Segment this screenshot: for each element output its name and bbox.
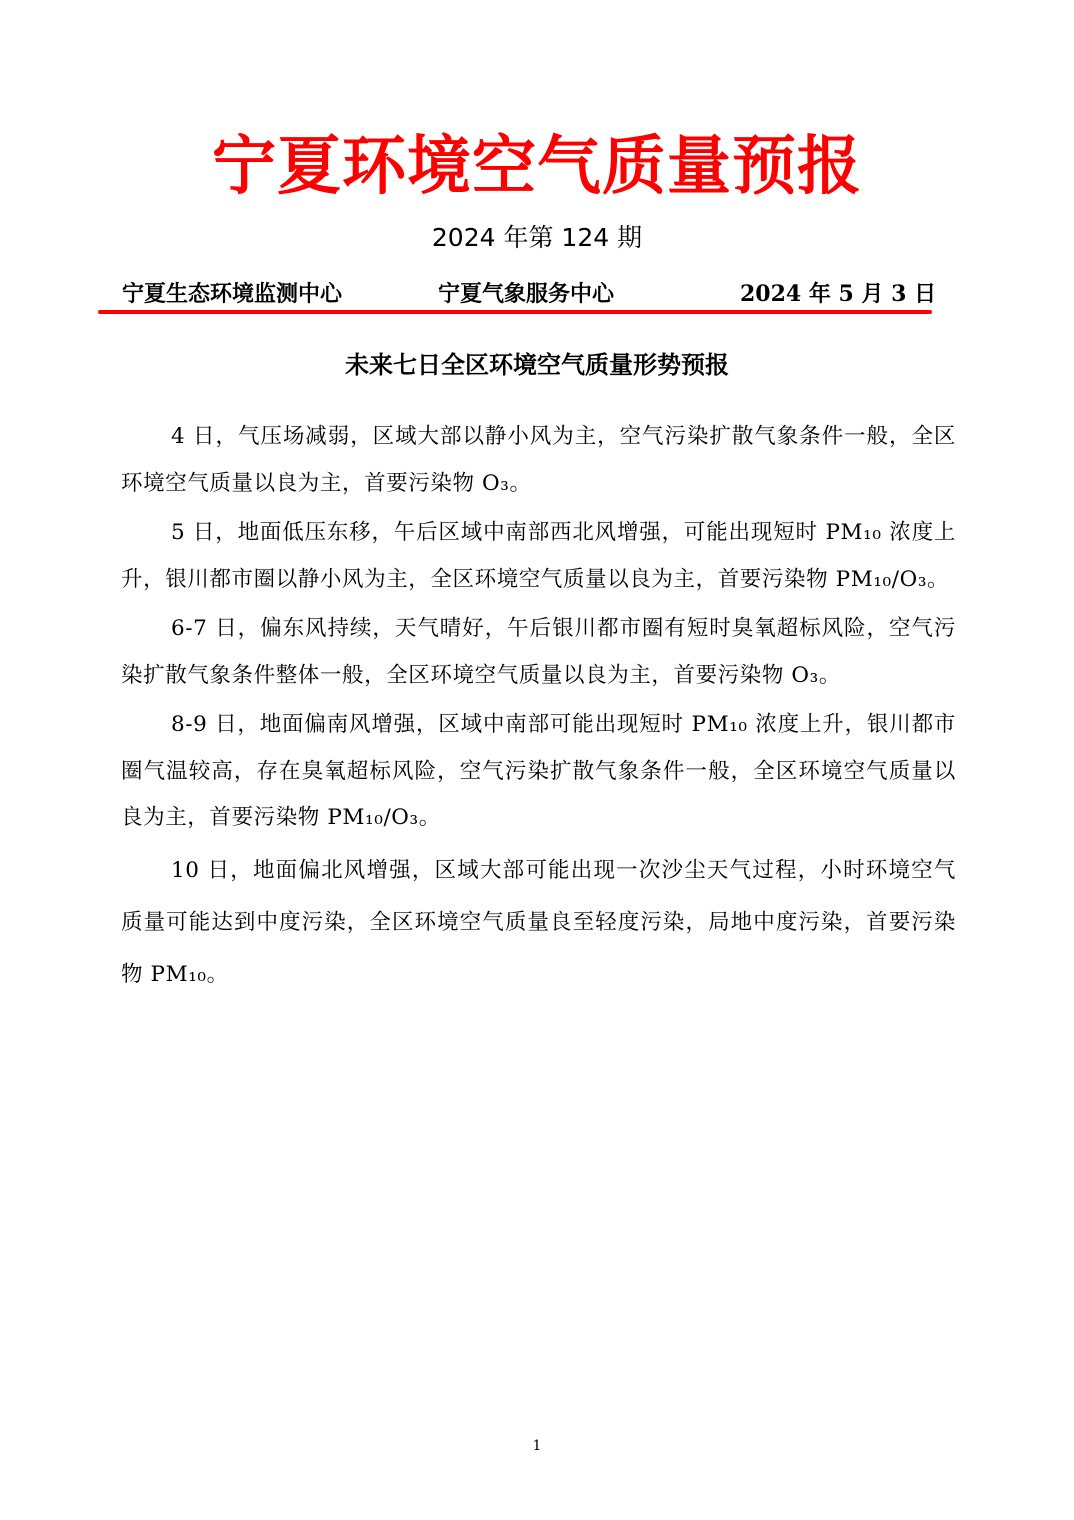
byline-weather-center: 宁夏气象服务中心 [438, 281, 615, 307]
forecast-paragraph-day-6-7: 6-7 日，偏东风持续，天气晴好，午后银川都市圈有短时臭氧超标风险，空气污染扩散气象条件整体一般，全区环境空气质量以良为主，首要污染物 O₃。 [121, 616, 956, 688]
page-number: 1 [532, 1438, 542, 1454]
forecast-paragraph-day-5: 5 日，地面低压东移，午后区域中南部西北风增强，可能出现短时 PM₁₀ 浓度上升，银川都市圈以静小风为主，全区环境空气质量以良为主，首要污染物 PM₁₀/O₃。 [121, 520, 956, 592]
forecast-body [121, 414, 956, 1004]
issue-number: 2024 年第 124 期 [431, 223, 643, 252]
byline-date: 2024 年 5 月 3 日 [740, 281, 937, 307]
forecast-paragraph-day-4: 4 日，气压场减弱，区域大部以静小风为主，空气污染扩散气象条件一般，全区环境空气质量以良为主，首要污染物 O₃。 [121, 424, 956, 496]
red-header-rule [98, 310, 932, 314]
forecast-paragraph-day-8-9: 8-9 日，地面偏南风增强，区域中南部可能出现短时 PM₁₀ 浓度上升，银川都市圈气温较高，存在臭氧超标风险，空气污染扩散气象条件一般，全区环境空气质量以良为主，首要污染物 PM₁₀/O₃。 [121, 712, 956, 830]
section-title: 未来七日全区环境空气质量形势预报 [345, 351, 729, 379]
byline-monitoring-center: 宁夏生态环境监测中心 [122, 281, 343, 307]
forecast-paragraph-day-10: 10 日，地面偏北风增强，区域大部可能出现一次沙尘天气过程，小时环境空气质量可能达到中度污染，全区环境空气质量良至轻度污染，局地中度污染，首要污染物 PM₁₀。 [121, 857, 956, 987]
masthead-title: 宁夏环境空气质量预报 [212, 130, 862, 204]
